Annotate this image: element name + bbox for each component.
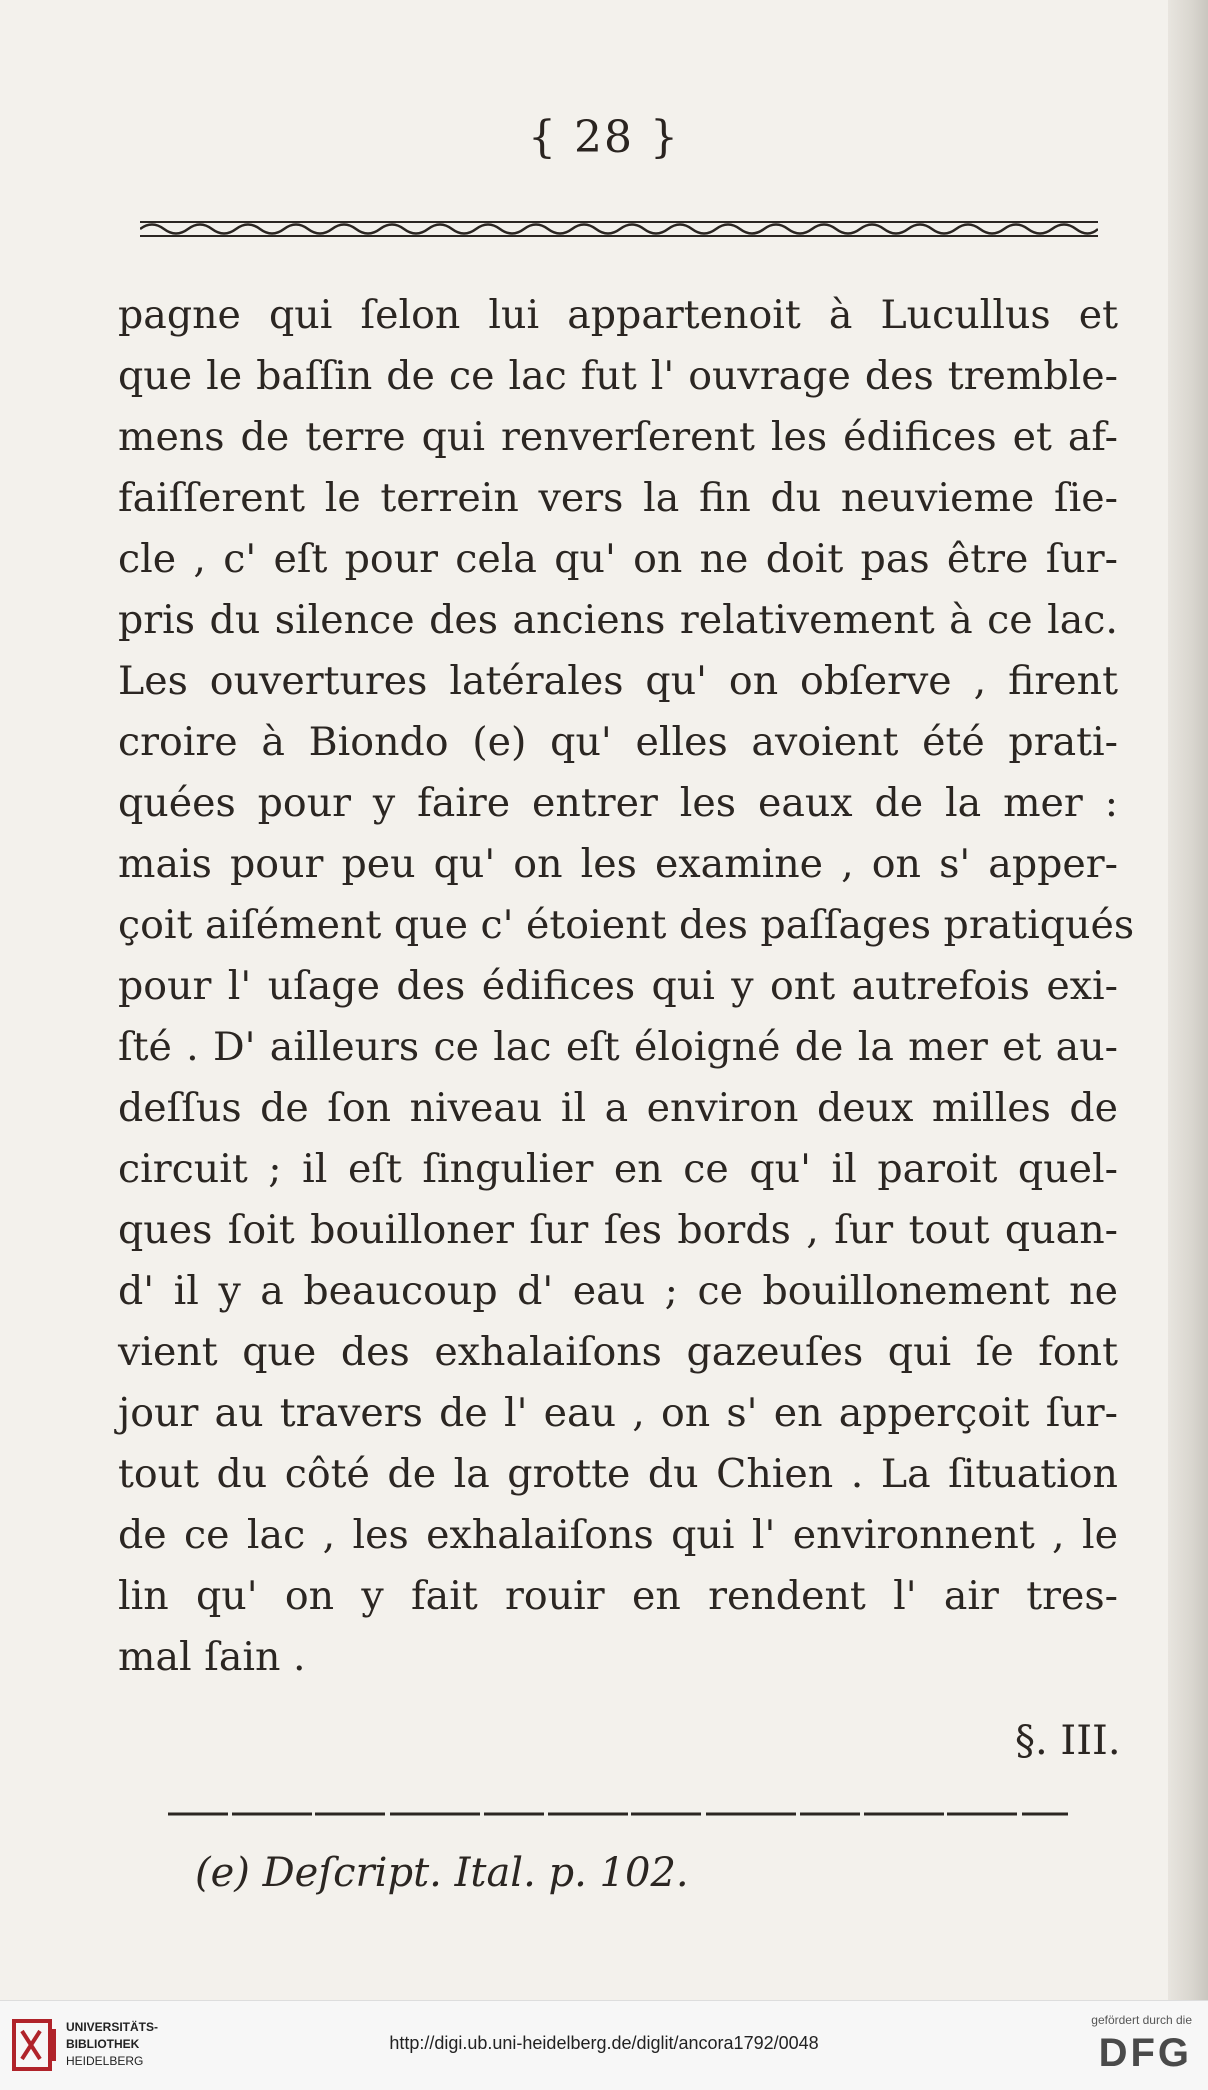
text-line: vient que des exhalaiſons gazeuſes qui ſe font xyxy=(118,1329,1118,1375)
text-line: ſté . D' ailleurs ce lac eſt éloigné de la mer et au- xyxy=(118,1024,1118,1070)
text-line: que le baſſin de ce lac fut l' ouvrage des tremble- xyxy=(118,353,1118,399)
logo-line: UNIVERSITÄTS- xyxy=(66,2020,159,2034)
text-line: jour au travers de l' eau , on s' en apperçoit ſur- xyxy=(118,1390,1118,1436)
text-line: faiſſerent le terrein vers la fin du neuvieme ſie- xyxy=(118,475,1118,521)
page-number: { 28 } xyxy=(528,112,680,163)
permalink-url[interactable]: http://digi.ub.uni-heidelberg.de/diglit/ancora1792/0048 xyxy=(389,2033,819,2053)
footnote-rule xyxy=(168,1812,1068,1816)
text-line: circuit ; il eſt ſingulier en ce qu' il paroit quel- xyxy=(118,1146,1118,1192)
logo-line: BIBLIOTHEK xyxy=(66,2037,140,2051)
sponsor-block[interactable] xyxy=(1052,2013,1192,2075)
text-line: quées pour y faire entrer les eaux de la mer : xyxy=(118,780,1118,826)
text-line: pris du silence des anciens relativement à ce lac. xyxy=(118,597,1118,643)
logo-line: HEIDELBERG xyxy=(66,2054,144,2068)
text-line: mens de terre qui renverſerent les édifices et af- xyxy=(118,414,1118,460)
text-line: pour l' uſage des édifices qui y ont autrefois exi- xyxy=(118,963,1118,1009)
text-line: d' il y a beaucoup d' eau ; ce bouillonement ne xyxy=(118,1268,1118,1314)
dfg-logo: DFG xyxy=(1098,2031,1192,2075)
text-line: çoit aiſément que c' étoient des paſſages pratiqués xyxy=(118,902,1135,948)
page-edge-shadow xyxy=(1168,0,1208,2000)
text-line: de ce lac , les exhalaiſons qui l' environnent , le xyxy=(118,1512,1118,1558)
text-line: croire à Biondo (e) qu' elles avoient été prati- xyxy=(118,719,1118,765)
sponsor-caption: gefördert durch die xyxy=(1091,2013,1192,2027)
section-heading: §. III. xyxy=(1015,1718,1121,1764)
ornamental-border xyxy=(140,218,1098,240)
footnote: (e) Deſcript. Ital. p. 102. xyxy=(195,1850,689,1896)
text-line: ques ſoit bouilloner ſur ſes bords , ſur tout quan- xyxy=(118,1207,1118,1253)
text-line: deſſus de ſon niveau il a environ deux milles de xyxy=(118,1085,1118,1131)
text-line: pagne qui ſelon lui appartenoit à Lucullus et xyxy=(118,292,1118,338)
viewer-footer xyxy=(0,2000,1208,2090)
text-line: mais pour peu qu' on les examine , on s' apper- xyxy=(118,841,1118,887)
text-line: lin qu' on y fait rouir en rendent l' air tres- xyxy=(118,1573,1118,1619)
text-line: tout du côté de la grotte du Chien . La ſituation xyxy=(118,1451,1118,1497)
body-text xyxy=(118,285,1135,1688)
text-line: mal ſain . xyxy=(118,1634,306,1680)
text-line: cle , c' eſt pour cela qu' on ne doit pas être ſur- xyxy=(118,536,1118,582)
text-line: Les ouvertures latérales qu' on obſerve , firent xyxy=(118,658,1118,704)
